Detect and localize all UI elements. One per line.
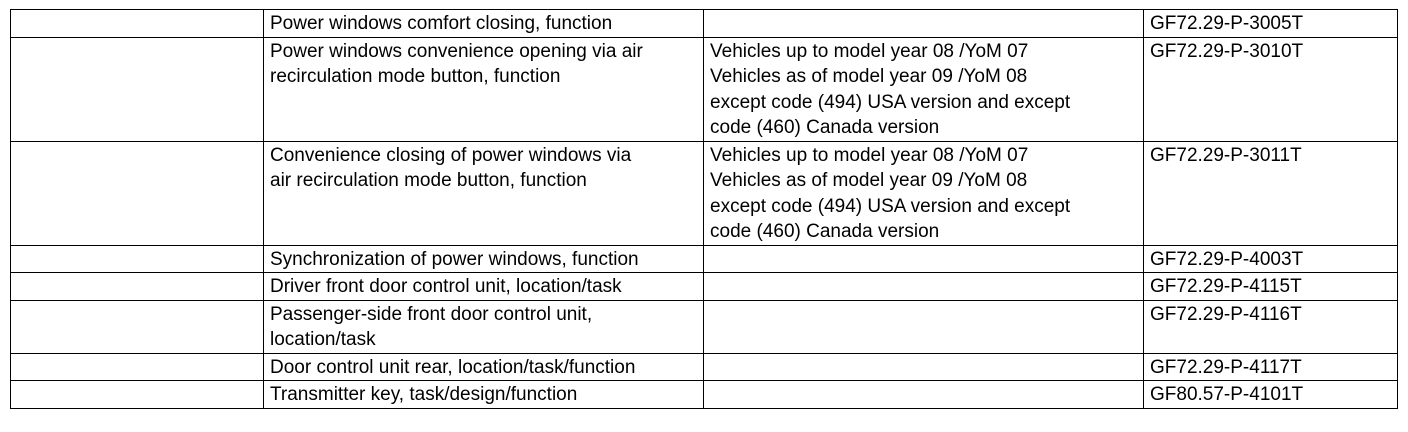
description-line: air recirculation mode button, function [270, 170, 587, 191]
validity-line: except code (494) USA version and except [710, 91, 1071, 113]
validity-cell [704, 10, 1144, 38]
document-number[interactable]: GF72.29-P-4117T [1150, 356, 1302, 378]
table-row [11, 37, 1398, 141]
blank-cell [11, 300, 264, 353]
document-number-link[interactable] [1144, 273, 1398, 301]
document-number-link[interactable] [1144, 245, 1398, 273]
description-line: Power windows convenience opening via air [270, 40, 643, 62]
document-number[interactable]: GF72.29-P-4116T [1150, 303, 1302, 325]
description-line: Convenience closing of power windows via [270, 144, 632, 166]
description-line: Door control unit rear, location/task/function [270, 356, 636, 378]
validity-cell [704, 245, 1144, 273]
table-row [11, 10, 1398, 38]
table-row [11, 381, 1398, 409]
document-reference-table [10, 9, 1398, 409]
table-row [11, 273, 1398, 301]
description-cell [264, 141, 704, 245]
blank-cell [11, 245, 264, 273]
validity-cell [704, 273, 1144, 301]
validity-cell [704, 381, 1144, 409]
description-cell [264, 300, 704, 353]
document-number-link[interactable] [1144, 37, 1398, 141]
blank-cell [11, 381, 264, 409]
description-line: recirculation mode button, function [270, 66, 561, 87]
table-row [11, 353, 1398, 381]
table-row [11, 141, 1398, 245]
table-body [11, 10, 1398, 409]
description-line: Synchronization of power windows, function [270, 248, 639, 270]
description-cell [264, 37, 704, 141]
description-cell [264, 10, 704, 38]
validity-line: Vehicles up to model year 08 /YoM 07 [710, 144, 1029, 166]
description-cell [264, 273, 704, 301]
document-number[interactable]: GF72.29-P-4115T [1150, 276, 1302, 297]
document-number[interactable]: GF72.29-P-3011T [1150, 144, 1302, 166]
validity-line: Vehicles as of model year 09 /YoM 08 [710, 66, 1028, 87]
description-line: location/task [270, 329, 376, 350]
table-row [11, 300, 1398, 353]
validity-cell [704, 300, 1144, 353]
document-number-link[interactable] [1144, 353, 1398, 381]
description-line: Power windows comfort closing, function [270, 13, 613, 34]
description-cell [264, 353, 704, 381]
document-number[interactable]: GF72.29-P-3005T [1150, 13, 1304, 34]
blank-cell [11, 141, 264, 245]
validity-line: except code (494) USA version and except [710, 195, 1071, 217]
document-number[interactable]: GF72.29-P-3010T [1150, 40, 1304, 62]
description-line: Driver front door control unit, location/task [270, 276, 622, 297]
description-cell [264, 381, 704, 409]
description-cell [264, 245, 704, 273]
table-row [11, 245, 1398, 273]
document-number[interactable]: GF72.29-P-4003T [1150, 248, 1304, 270]
validity-line: code (460) Canada version [710, 117, 940, 138]
description-line: Passenger-side front door control unit, [270, 303, 593, 325]
validity-line: code (460) Canada version [710, 221, 940, 242]
document-number-link[interactable] [1144, 300, 1398, 353]
description-line: Transmitter key, task/design/function [270, 384, 578, 405]
document-number-link[interactable] [1144, 141, 1398, 245]
validity-line: Vehicles up to model year 08 /YoM 07 [710, 40, 1029, 62]
blank-cell [11, 353, 264, 381]
document-number-link[interactable] [1144, 381, 1398, 409]
blank-cell [11, 273, 264, 301]
validity-cell [704, 141, 1144, 245]
blank-cell [11, 37, 264, 141]
validity-cell [704, 353, 1144, 381]
document-number[interactable]: GF80.57-P-4101T [1150, 384, 1304, 405]
validity-line: Vehicles as of model year 09 /YoM 08 [710, 170, 1028, 191]
validity-cell [704, 37, 1144, 141]
document-number-link[interactable] [1144, 10, 1398, 38]
blank-cell [11, 10, 264, 38]
